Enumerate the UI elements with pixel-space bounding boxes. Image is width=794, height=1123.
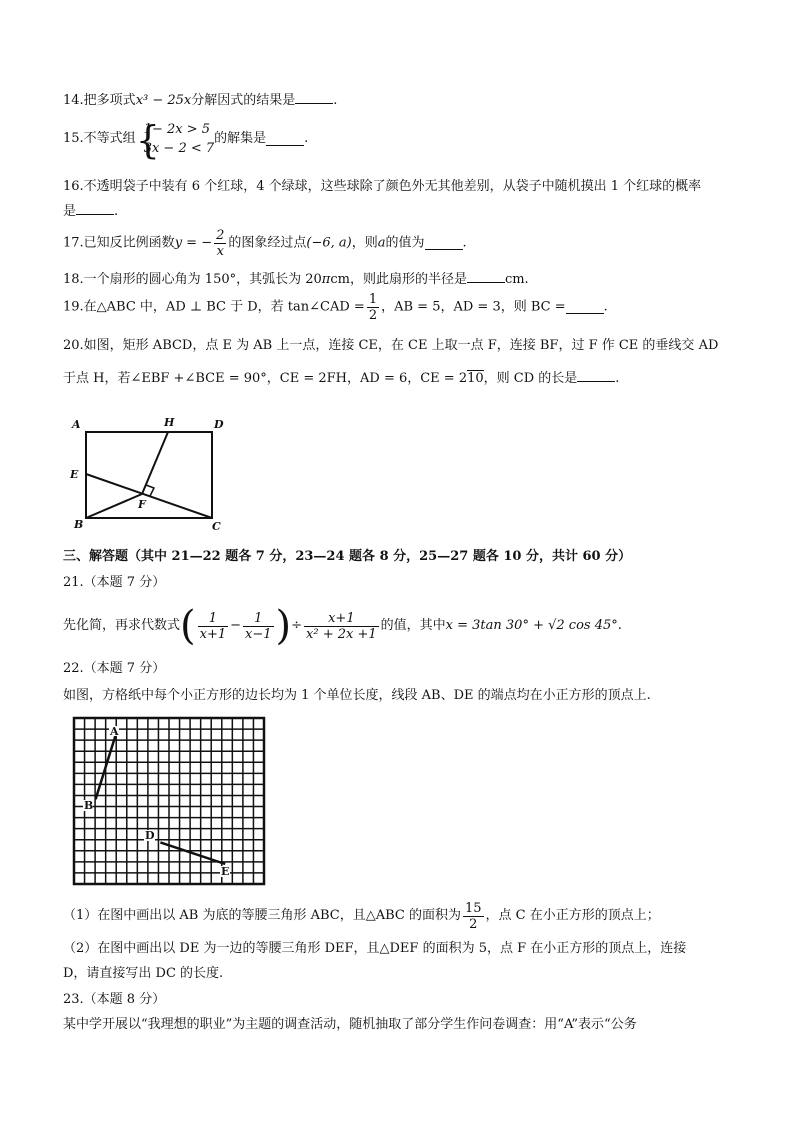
label-c: C (212, 520, 221, 533)
fraction: $\frac{1}{x+1}$ (199, 610, 227, 642)
label-e: E (221, 865, 230, 878)
answer-blank (295, 91, 333, 104)
label-d: D (214, 418, 224, 431)
question-22-header: 22.（本题 7 分） (63, 661, 166, 676)
label-a: A (110, 725, 119, 738)
label-d: D (145, 829, 155, 842)
question-16-line2: 是 . (63, 204, 119, 219)
answer-blank (577, 369, 615, 382)
question-23-text: 某中学开展以“我理想的职业”为主题的调查活动，随机抽取了部分学生作问卷调查：用“A”表示“公务 (63, 1017, 637, 1032)
question-19: 19.在△ABC 中，AD ⊥ BC 于 D，若 tan∠CAD = $\frac{1}{2}$ ，AB = 5，AD = 3，则 BC = . (63, 292, 608, 323)
question-20-line2: 于点 H，若∠EBF +∠BCE = 90°，CE = 2FH，AD = 6，CE = 210，则 CD 的长是 . (63, 371, 620, 386)
question-14: 14.把多项式x³ − 25x分解因式的结果是 . (63, 93, 338, 108)
question-21-header: 21.（本题 7 分） (63, 575, 166, 590)
section-heading: 三、解答题（其中 21—22 题各 7 分，23—24 题各 8 分，25—27 题各 10 分，共计 60 分） (63, 549, 632, 564)
segment-fh (142, 432, 168, 494)
segment-bf (86, 494, 142, 518)
fraction: $\frac{2}{x}$ (216, 228, 225, 259)
rectangle-figure (64, 412, 234, 534)
inequality-system: { 1− 2x > 5 3x − 2 < 7 (135, 118, 215, 162)
answer-blank (467, 270, 505, 283)
question-22-part2-line2: D，请直接写出 DC 的长度. (63, 966, 224, 981)
label-h: H (164, 416, 175, 429)
label-a: A (72, 418, 81, 431)
question-22-part2-line1: （2）在图中画出以 DE 为一边的等腰三角形 DEF，且△DEF 的面积为 5，点 F 在小正方形的顶点上，连接 (63, 941, 687, 956)
fraction: $\frac{1}{x-1}$ (245, 610, 272, 642)
label-e: E (70, 468, 79, 481)
fraction: $\frac{x+1}{\text{x² + 2x +1}}$ (306, 610, 377, 642)
question-23-header: 23.（本题 8 分） (63, 992, 166, 1007)
label-b: B (84, 799, 94, 812)
question-22-intro: 如图，方格纸中每个小正方形的边长均为 1 个单位长度，线段 AB、DE 的端点均在小正方形的顶点上. (63, 688, 651, 703)
grid-figure (70, 712, 270, 890)
answer-blank (425, 237, 463, 250)
segment-de (160, 842, 225, 864)
question-18: 18.一个扇形的圆心角为 150°，其弧长为 20πcm，则此扇形的半径是 cm. (63, 272, 529, 287)
question-16-line1: 16.不透明袋子中装有 6 个红球，4 个绿球，这些球除了颜色外无其他差别，从袋子中随机摸出 1 个红球的概率 (63, 179, 702, 194)
question-22-part1: （1）在图中画出以 AB 为底的等腰三角形 ABC，且△ABC 的面积为 $\frac{15}{2}$ ，点 C 在小正方形的顶点上； (63, 900, 660, 932)
segment-ce (86, 474, 212, 518)
question-20-line1: 20.如图，矩形 ABCD，点 E 为 AB 上一点，连接 CE，在 CE 上取一点 F，连接 BF，过 F 作 CE 的垂线交 AD (63, 338, 719, 353)
answer-blank (76, 202, 114, 215)
label-b: B (74, 518, 84, 531)
fraction: $\frac{15}{2}$ (465, 900, 482, 932)
fraction: $\frac{1}{2}$ (368, 292, 378, 323)
answer-blank (566, 301, 604, 314)
answer-blank (266, 133, 304, 146)
question-15: 15.不等式组 { 1− 2x > 5 3x − 2 < 7 的解集是 . (63, 118, 309, 162)
question-17: 17.已知反比例函数y = − $\frac{2}{x}$ 的图象经过点(−6, a)，则a的值为 . (63, 228, 467, 259)
sqrt-radicand: 10 (467, 371, 484, 386)
question-21: 先化简，再求代数式( $\frac{1}{x+1}$ − $\frac{1}{x-1}$ )÷ $\frac{x+1}{\text{x² + 2x +1}}$ 的值，其中x = 3tan 30° + √2 cos 45°. (63, 603, 622, 649)
label-f: F (138, 498, 146, 511)
q14-expression: x³ − 25x (135, 93, 192, 108)
